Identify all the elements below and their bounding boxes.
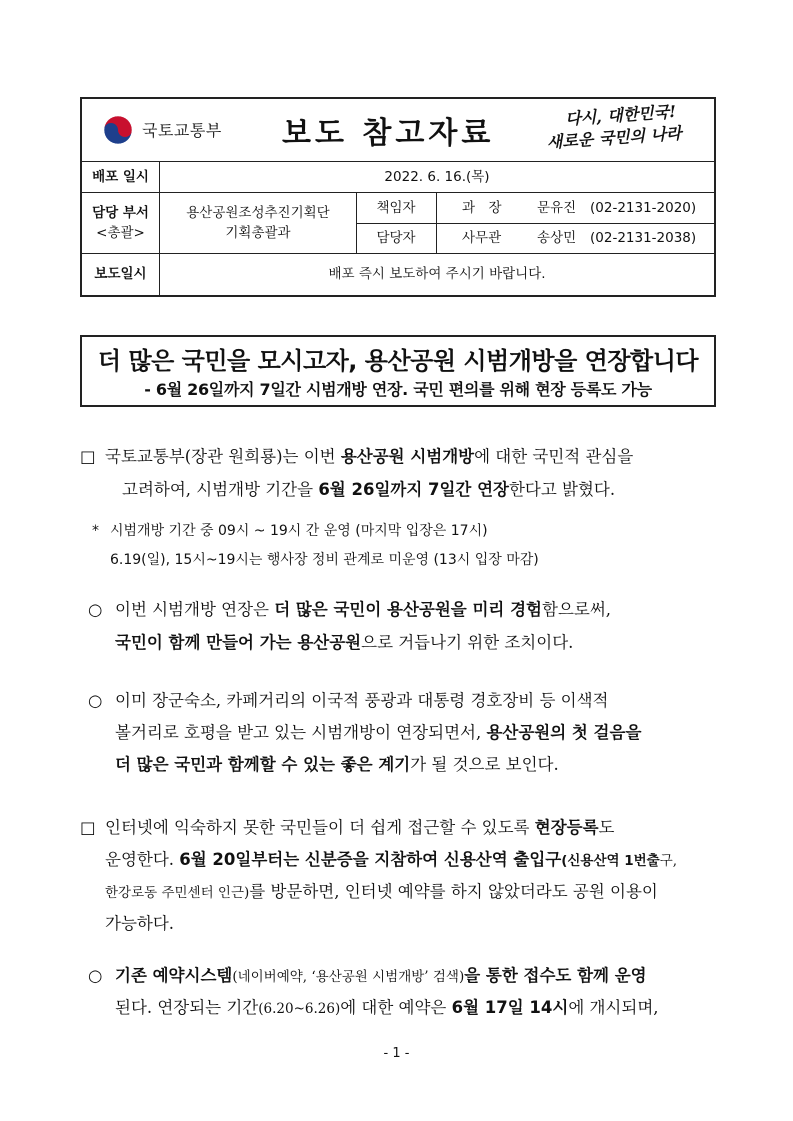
text: 가 될 것으로 보인다. [410, 755, 559, 774]
slogan-line-1: 다시, 대한민국! [564, 101, 677, 129]
emphasis: 용산공원의 첫 걸음을 [486, 723, 642, 742]
contact-phone-2: (02-2131-2038) [590, 230, 697, 246]
emphasis: 을 통한 접수도 함께 운영 [464, 966, 647, 985]
para-3-line-3 [115, 749, 720, 781]
org-name: 국토교통부 [142, 121, 222, 140]
text: (6.20~6.26) [258, 1001, 341, 1017]
emphasis: 현장등록 [534, 818, 599, 837]
text: (네이버예약, ‘용산공원 시범개방’ 검색) [232, 969, 465, 985]
note-line-2: 6.19(일), 15시~19시는 행사장 정비 관계로 미운영 (13시 입장 마감) [110, 552, 539, 568]
text: 으로 거듭나기 위한 조치이다. [361, 633, 574, 652]
emphasis: 국민이 함께 만들어 가는 용산공원 [115, 633, 362, 652]
page-number: - 1 - [383, 1046, 410, 1061]
release-value: 배포 즉시 보도하여 주시기 바랍니다. [328, 266, 546, 282]
header-table [80, 97, 716, 297]
text: 에 개시되며, [568, 998, 659, 1017]
text: 한강로동 주민센터 인근) [105, 885, 250, 901]
text: 에 대한 예약은 [340, 998, 452, 1017]
dept-label-sub: <총괄> [96, 225, 145, 241]
text: 고려하여, 시범개방 기간을 [122, 480, 319, 499]
text: 인터넷에 익숙하지 못한 국민들이 더 쉽게 접근할 수 있도록 [105, 818, 535, 837]
para-3-line-1: 이미 장군숙소, 카페거리의 이국적 풍광과 대통령 경호장비 등 이색적 [115, 691, 609, 710]
emphasis: 6월 17일 14시 [451, 998, 569, 1017]
dist-date-label: 배포 일시 [82, 162, 160, 192]
slogan [535, 99, 698, 154]
text: 에 대한 국민적 관심을 [474, 447, 634, 466]
emphasis: 6월 20일부터는 신분증을 지참하여 신용산역 출입구 [179, 850, 562, 869]
headline-subtitle: - 6월 26일까지 7일간 시범개방 연장. 국민 편의를 위해 현장 등록도 가능 [144, 380, 652, 399]
dept-label-cell [82, 193, 160, 253]
text: 도 [598, 818, 615, 837]
para-5-line-2 [115, 992, 720, 1025]
para-4-bullet: □ [80, 818, 96, 837]
dept-name-1: 용산공원조성추진기획단 [186, 205, 330, 221]
emphasis: 더 많은 국민과 함께할 수 있는 좋은 계기 [115, 755, 411, 774]
para-2-line-2 [115, 627, 720, 659]
headline-box [80, 335, 716, 407]
text: 운영한다. [105, 850, 180, 869]
emphasis: 6월 26일까지 7일간 연장 [318, 480, 509, 499]
dept-name-cell [160, 193, 356, 253]
contact-role-1: 책임자 [376, 200, 416, 216]
contact-name-2: 송상민 [537, 230, 577, 246]
para-1-line-2 [122, 474, 722, 506]
contact-role-2: 담당자 [376, 230, 416, 246]
emphasis: 기존 예약시스템 [115, 966, 233, 985]
ministry-logo-icon [103, 115, 133, 145]
para-3-line-2 [115, 717, 720, 749]
para-2-bullet: ○ [88, 600, 103, 619]
contact-title-2: 사무관 [462, 230, 502, 246]
headline-title: 더 많은 국민을 모시고자, 용산공원 시범개방을 연장합니다 [97, 347, 699, 375]
emphasis: 더 많은 국민이 용산공원을 미리 경험 [274, 600, 542, 619]
text: 된다. 연장되는 기간 [115, 998, 259, 1017]
para-5-line-1 [115, 960, 720, 993]
para-4-line-4: 가능하다. [105, 914, 175, 933]
dept-name-2: 기획총괄과 [225, 225, 291, 241]
slogan-line-2: 새로운 국민의 나라 [546, 123, 683, 152]
contact-phone-1: (02-2131-2020) [590, 200, 697, 216]
text: 볼거리로 호평을 받고 있는 시범개방이 연장되면서, [115, 723, 487, 742]
emphasis: (신용산역 1번출 [561, 853, 660, 869]
para-5-bullet: ○ [88, 966, 103, 985]
text: 함으로써, [542, 600, 612, 619]
para-1-bullet: □ [80, 447, 96, 466]
para-3-bullet: ○ [88, 691, 103, 710]
text: 국토교통부(장관 원희룡)는 이번 [105, 447, 341, 466]
text: 를 방문하면, 인터넷 예약를 하지 않았더라도 공원 이용이 [249, 882, 658, 901]
para-4-line-3 [105, 876, 720, 909]
para-1-line-1 [105, 441, 720, 473]
contact-title-1: 과 장 [462, 200, 502, 216]
text: 이번 시범개방 연장은 [115, 600, 275, 619]
text: 한다고 밝혔다. [508, 480, 616, 499]
release-label: 보도일시 [82, 254, 160, 295]
contact-name-1: 문유진 [537, 200, 577, 216]
para-4-line-1 [105, 812, 720, 844]
header-title-row [82, 99, 714, 162]
emphasis: 용산공원 시범개방 [340, 447, 475, 466]
doc-type-title: 보도 참고자료 [282, 116, 495, 151]
dist-date-value: 2022. 6. 16.(목) [384, 169, 490, 185]
note-mark: * [92, 523, 99, 539]
para-4-line-2 [105, 844, 720, 877]
para-2-line-1 [115, 594, 720, 626]
dept-label: 담당 부서 [92, 205, 149, 221]
text: 구, [659, 853, 678, 869]
note-line-1: 시범개방 기간 중 09시 ~ 19시 간 운영 (마지막 입장은 17시) [110, 523, 488, 539]
